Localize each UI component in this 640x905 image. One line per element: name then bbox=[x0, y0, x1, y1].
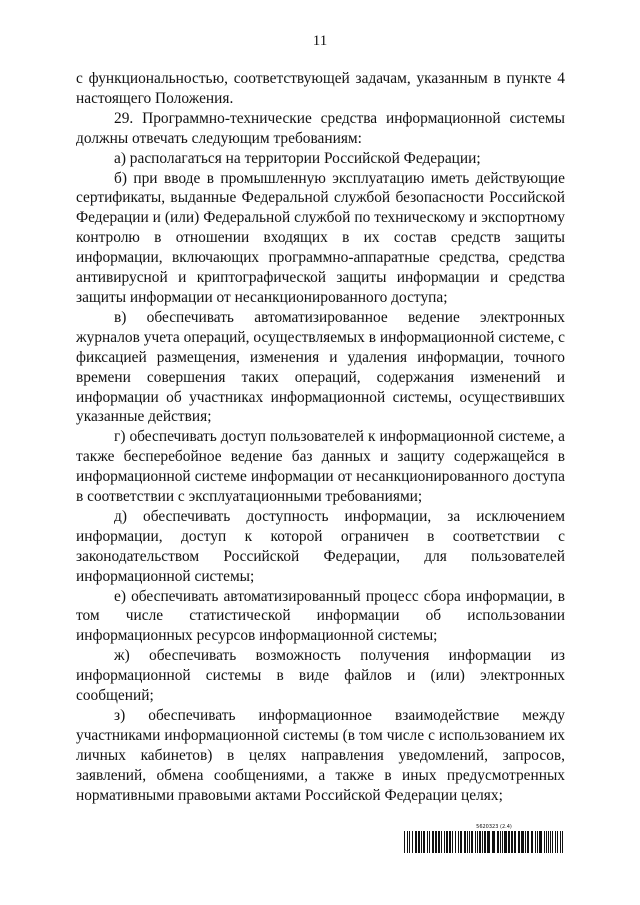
paragraph-item-b: б) при вводе в промышленную эксплуатацию иметь действующие сертификаты, выданные Федеральной службой безопасности Российской Федерации и (или) Федеральной службой по техническому и экспортному контролю в отношении входящих в их состав средств защиты информации, включающих программно-аппаратные средства, средства антивирусной и криптографической защиты информации и средства защиты информации от несанкционированного доступа; bbox=[76, 169, 565, 306]
barcode-icon bbox=[404, 831, 564, 853]
paragraph-item-a: а) располагаться на территории Российской Федерации; bbox=[114, 149, 481, 167]
paragraph-item-g: г) обеспечивать доступ пользователей к информационной системе, а также бесперебойное ведение баз данных и защиту содержащейся в информационной системе информации от несанкционированного доступа в соответствии с эксплуатационными требованиями; bbox=[76, 428, 565, 506]
document-code: 5620323 (2.4) bbox=[476, 824, 512, 830]
paragraph-continuation: с функциональностью, соответствующей задачам, указанным в пункте 4 настоящего Положения. bbox=[76, 70, 565, 107]
page-number: 11 bbox=[312, 33, 328, 49]
paragraph-item-z: з) обеспечивать информационное взаимодействие между участниками информационной системы (в том числе с использованием их личных кабинетов) в целях направления уведомлений, запросов, заявлений, обмена сообщениями, а также в иных предусмотренных нормативными правовыми актами Российской Федерации целях; bbox=[76, 707, 565, 804]
paragraph-item-v: в) обеспечивать автоматизированное ведение электронных журналов учета операций, осуществляемых в информационной системе, с фиксацией размещения, изменения и удаления информации, точного времени совершения таких операций, содержания изменений и информации об участниках информационной системы, осуществивших указанные действия; bbox=[76, 308, 565, 426]
paragraph-item-e: е) обеспечивать автоматизированный процесс сбора информации, в том числе статистической информации об использовании информационных ресурсов информационной системы; bbox=[76, 587, 565, 645]
paragraph-item-zh: ж) обеспечивать возможность получения информации из информационной системы в виде файлов и (или) электронных сообщений; bbox=[76, 647, 565, 705]
document-body bbox=[76, 69, 565, 806]
paragraph-29: 29. Программно-технические средства информационной системы должны отвечать следующим требованиям: bbox=[76, 109, 565, 147]
paragraph-item-d: д) обеспечивать доступность информации, за исключением информации, доступ к которой ограничен в соответствии с законодательством Российской Федерации, для пользователей информационной системы; bbox=[76, 507, 565, 585]
